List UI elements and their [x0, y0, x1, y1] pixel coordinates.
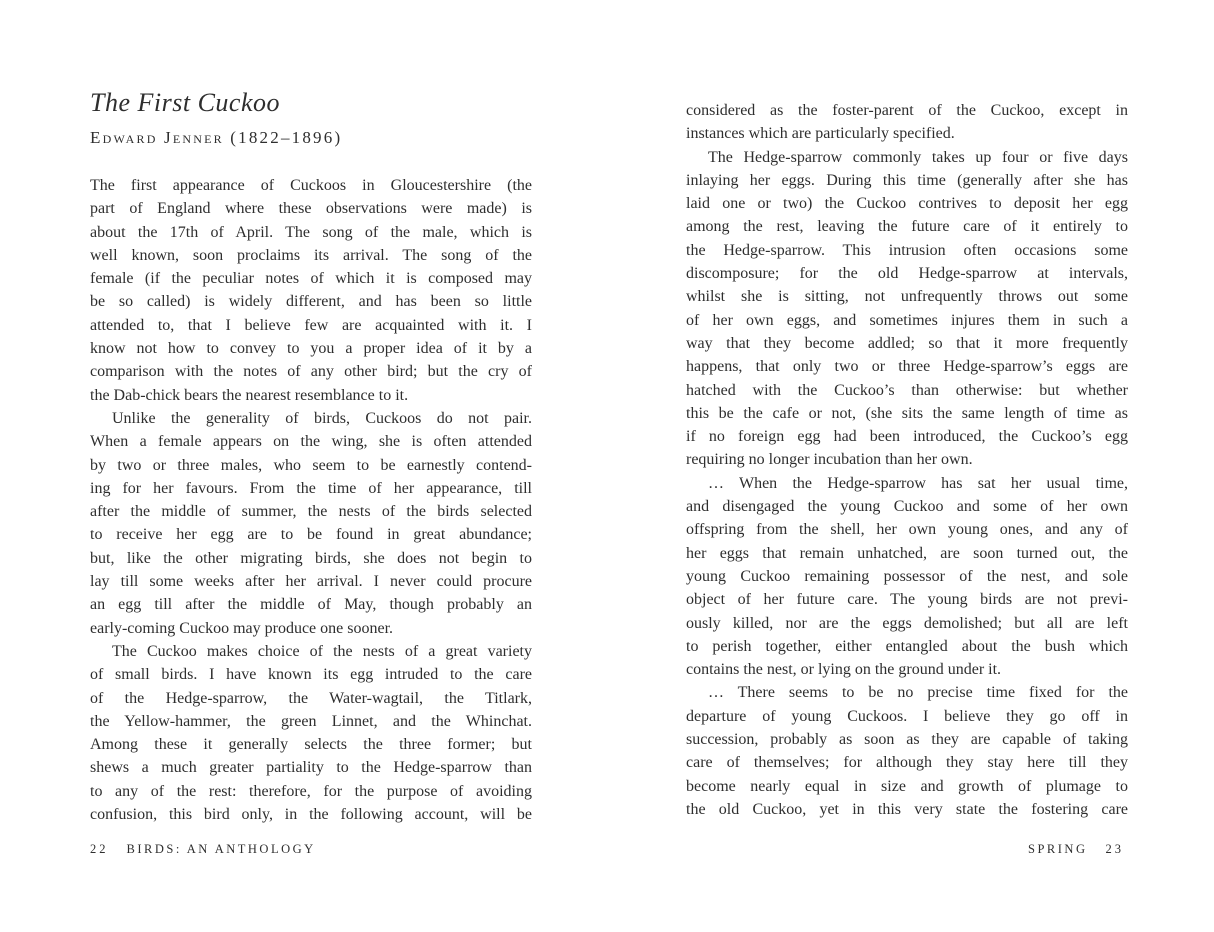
text-line: of the Hedge-sparrow, the Water-wagtail, the Titlark, [90, 689, 532, 707]
text-line: lay till some weeks after her arrival. I never could procure [90, 573, 532, 591]
text-line: way that they become addled; so that it more frequently [686, 334, 1128, 352]
text-line: comparison with the notes of any other bird; but the cry of [90, 363, 532, 381]
text-line: well known, soon proclaims its arrival. The song of the [90, 246, 532, 264]
text-line: The Cuckoo makes choice of the nests of a great variety [112, 642, 532, 660]
paragraph [90, 407, 532, 640]
right-page [686, 99, 1128, 821]
text-line: and disengaged the young Cuckoo and some of her own [686, 498, 1128, 516]
text-line: the Yellow-hammer, the green Linnet, and the Whinchat. [90, 712, 532, 730]
text-line: to any of the rest: therefore, for the purpose of avoiding [90, 782, 532, 800]
text-line: by two or three males, who seem to be earnestly contend- [90, 456, 532, 474]
text-line: inlaying her eggs. During this time (generally after she has [686, 171, 1128, 189]
text-line: know not how to convey to you a proper idea of it by a [90, 340, 532, 358]
text-line: discomposure; for the old Hedge-sparrow at intervals, [686, 265, 1128, 283]
left-page-footer [90, 842, 316, 857]
paragraph [686, 99, 1128, 146]
text-line: the Dab-chick bears the nearest resemblance to it. [90, 386, 409, 404]
paragraph [90, 174, 532, 407]
left-page [90, 88, 532, 826]
paragraph [90, 640, 532, 826]
text-line: of her own eggs, and sometimes injures them in such a [686, 311, 1128, 329]
text-line: but, like the other migrating birds, she does not begin to [90, 549, 532, 567]
paragraph [686, 146, 1128, 472]
paragraph [686, 681, 1128, 821]
text-line: become nearly equal in size and growth of plumage to [686, 777, 1128, 795]
left-page-body [90, 174, 532, 826]
text-line: hatched with the Cuckoo’s than otherwise: but whether [686, 381, 1128, 399]
text-line: succession, probably as soon as they are capable of taking [686, 731, 1128, 749]
text-line: about the 17th of April. The song of the male, which is [90, 223, 532, 241]
right-page-number: 23 [1105, 842, 1124, 856]
text-line: care of themselves; for although they stay here till they [686, 754, 1128, 772]
text-line: ously killed, nor are the eggs demolished; but all are left [686, 614, 1128, 632]
text-line: be so called) is widely different, and has been so little [90, 293, 532, 311]
book-running-title: BIRDS: AN ANTHOLOGY [126, 842, 316, 856]
text-line: requiring no longer incubation than her own. [686, 451, 973, 469]
text-line: an egg till after the middle of May, though probably an [90, 596, 532, 614]
left-page-number: 22 [90, 842, 109, 856]
text-line: young Cuckoo remaining possessor of the nest, and sole [686, 567, 1128, 585]
text-line: confusion, this bird only, in the following account, will be [90, 806, 532, 824]
text-line: laid one or two) the Cuckoo contrives to deposit her egg [686, 195, 1128, 213]
text-line: contains the nest, or lying on the ground under it. [686, 661, 1002, 679]
text-line: happens, that only two or three Hedge-sparrow’s eggs are [686, 358, 1128, 376]
text-line: departure of young Cuckoos. I believe they go off in [686, 707, 1128, 725]
text-line: object of her future care. The young birds are not previ- [686, 591, 1128, 609]
text-line: early-coming Cuckoo may produce one sooner. [90, 619, 394, 637]
right-page-footer [1028, 842, 1124, 857]
text-line: attended to, that I believe few are acquainted with it. I [90, 316, 532, 334]
text-line: after the middle of summer, the nests of the birds selected [90, 503, 532, 521]
text-line: to receive her egg are to be found in great abundance; [90, 526, 532, 544]
text-line: instances which are particularly specified. [686, 125, 955, 143]
text-line: to perish together, either entangled about the bush which [686, 637, 1128, 655]
text-line: female (if the peculiar notes of which it is composed may [90, 270, 532, 288]
text-line: shews a much greater partiality to the Hedge-sparrow than [90, 759, 532, 777]
text-line: offspring from the shell, her own young ones, and any of [686, 521, 1128, 539]
author-line: Edward Jenner (1822–1896) [90, 128, 343, 147]
text-line: Among these it generally selects the three former; but [90, 736, 532, 754]
text-line: considered as the foster-parent of the Cuckoo, except in [686, 102, 1128, 119]
section-running-title: SPRING [1028, 842, 1088, 856]
text-line: The Hedge-sparrow commonly takes up four or five days [708, 148, 1128, 166]
text-line: of small birds. I have known its egg intruded to the care [90, 666, 532, 684]
text-line: The first appearance of Cuckoos in Gloucestershire (the [90, 177, 532, 194]
text-line: When a female appears on the wing, she is often attended [90, 433, 532, 451]
right-page-body [686, 99, 1128, 821]
text-line: … There seems to be no precise time fixed for the [708, 684, 1128, 702]
text-line: her eggs that remain unhatched, are soon turned out, the [686, 544, 1128, 562]
text-line: Unlike the generality of birds, Cuckoos do not pair. [112, 409, 532, 427]
paragraph [686, 472, 1128, 682]
text-line: if no foreign egg had been introduced, the Cuckoo’s egg [686, 428, 1128, 446]
text-line: ing for her favours. From the time of her appearance, till [90, 479, 532, 497]
text-line: part of England where these observations were made) is [90, 200, 532, 218]
text-line: among the rest, leaving the future care of it entirely to [686, 218, 1128, 236]
text-line: this be the cafe or not, (she sits the same length of time as [686, 404, 1128, 422]
text-line: the old Cuckoo, yet in this very state the fostering care [686, 800, 1128, 818]
text-line: … When the Hedge-sparrow has sat her usual time, [708, 474, 1128, 492]
text-line: whilst she is sitting, not unfrequently throws out some [686, 288, 1128, 306]
page-title: The First Cuckoo [90, 88, 280, 117]
text-line: the Hedge-sparrow. This intrusion often occasions some [686, 241, 1128, 259]
